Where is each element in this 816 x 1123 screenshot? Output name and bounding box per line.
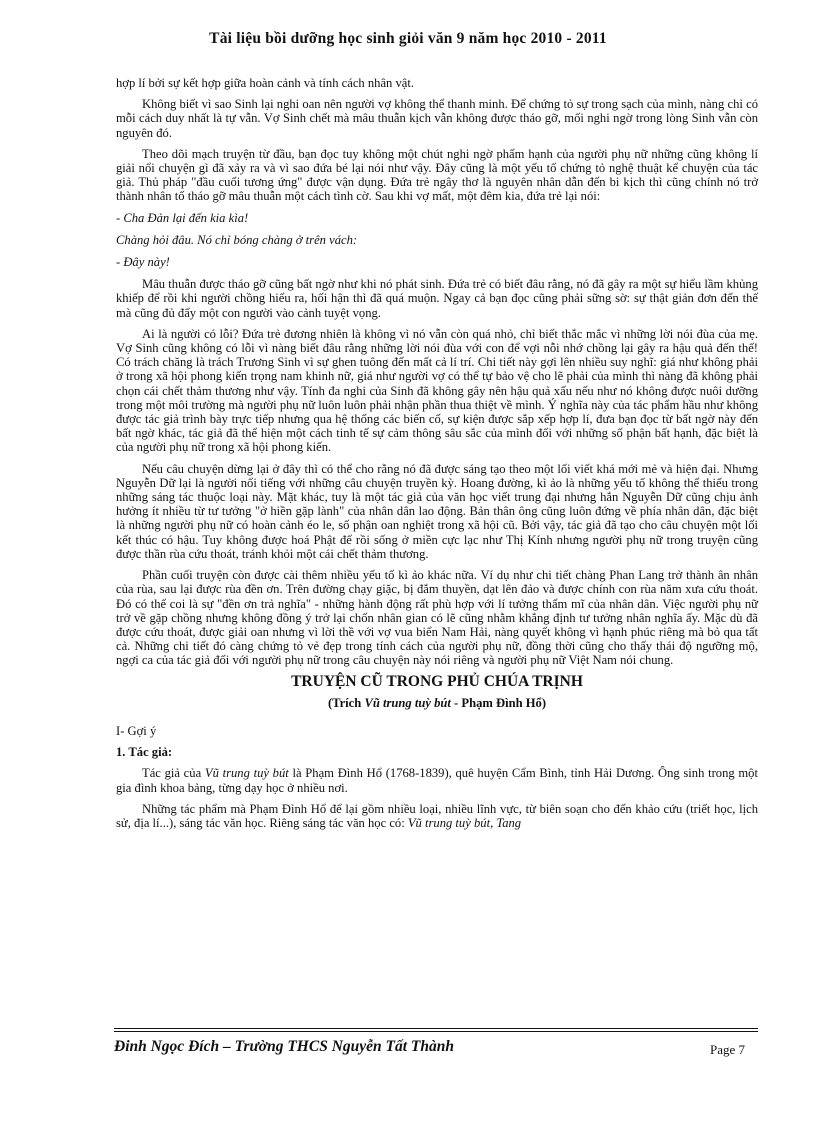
section-subtitle — [116, 696, 758, 710]
footer-author: Đinh Ngọc Đích – Trường THCS Nguyễn Tất Thành — [114, 1038, 454, 1055]
subtitle-work: Vũ trung tuỳ bút — [364, 695, 451, 710]
document-body — [116, 76, 758, 837]
paragraph: hợp lí bởi sự kết hợp giữa hoàn cảnh và tính cách nhân vật. — [116, 76, 415, 90]
part-heading: I- Gợi ý — [116, 723, 157, 738]
quote-line: - Đây này! — [116, 255, 170, 270]
subpart-heading: 1. Tác giả: — [116, 745, 173, 760]
paragraph: Ai là người có lỗi? Đứa trẻ đương nhiên là không vì nó vẫn còn quá nhỏ, chỉ biết thắc mắc vì những lời nói đùa của mẹ. Vợ Sinh cũng không có lỗi vì nàng biết đâu rằng những lời nói đùa với con để vợi nỗi nhớ chồng lại gây ra hậu quả đến thế! Có trách chăng là trách Trương Sinh vì sự ghen tuông đến mất cả lí trí. Chi tiết này gợi lên nhiều suy nghĩ: giá như không phải ở trong xã hội phong kiến trọng nam khinh nữ, giá như người vợ có thể tự bảo vệ cho lẽ phải của mình thì nàng đã không phải chọn cái chết thảm thương như vậy. Tính đa nghi của Sinh đã không gây nên hậu quả xấu nếu như nó không được nuôi dưỡng trong một môi trường mà người phụ nữ luôn luôn phải nhận phần thua thiệt về mình. Ý nghĩa này của tác phẩm hầu như không được tác giả trình bày trực tiếp nhưng qua hệ thống các biến cố, sự kiện được sắp xếp hợp lí, đưa bạn đọc từ bất ngờ này đến bất ngờ khác, tác giả đã thể hiện một cách tinh tế sự cảm thông sâu sắc của mình đối với những số phận bất hạnh, đặc biệt là của người phụ nữ trong xã hội phong kiến. — [116, 326, 758, 455]
footer-divider — [114, 1028, 758, 1032]
paragraph: Nếu câu chuyện dừng lại ở đây thì có thể cho rằng nó đã được sáng tạo theo một lối viết khá mới mẻ và hiện đại. Nhưng Nguyễn Dữ lại là người nổi tiếng với những câu chuyện truyền kỳ. Hoang đường, kì ảo là những yếu tố không thể thiếu trong những sáng tác thuộc loại này. Mặt khác, tuy là một tác giả của văn học viết trung đại nhưng hẳn Nguyễn Dữ cũng chịu ảnh hưởng ít nhiều từ tư tưởng "ở hiền gặp lành" của nhân dân lao động. Bản thân ông cũng luôn đứng về phía nhân dân, đặc biệt là những người phụ nữ có hoàn cảnh éo le, số phận oan nghiệt trong xã hội cũ. Bởi vậy, tác giả đã tạo cho câu chuyện một lối kết thúc có hậu. Tuy không được hoá Phật để rồi sống ở miền cực lạc như Thị Kính nhưng người phụ nữ trong truyện cũng được thần rùa cứu thoát, tránh khỏi một cái chết thảm thương. — [116, 461, 758, 561]
quote-line: Chàng hỏi đâu. Nó chỉ bóng chàng ở trên vách: — [116, 232, 358, 247]
paragraph — [116, 802, 758, 830]
paragraph: Phần cuối truyện còn được cài thêm nhiều yếu tố kì ảo khác nữa. Ví dụ như chi tiết chàng Phan Lang trở thành ân nhân của rùa, sau lại được rùa đền ơn. Trên đường chạy giặc, bị đắm thuyền, dạt lên đảo và được chính con rùa năm xưa cứu thoát. Đó có thể coi là sự "đền ơn trả nghĩa" - những hành động rất phù hợp với lí tưởng thẩm mĩ của nhân dân. Việc người phụ nữ trở về gặp chồng nhưng không đồng ý trở lại chốn nhân gian có lẽ cũng nhằm khẳng định tư tưởng nhân nghĩa ấy. Mặc dù đã được cứu thoát, được giải oan nhưng vì lời thề với vợ vua biển Nam Hải, nàng quyết không vì hạnh phúc riêng mà bỏ qua tất cả. Những chi tiết đó càng chứng tỏ vẻ đẹp trong tính cách của người phụ nữ, đồng thời cũng cho thấy thái độ ngưỡng mộ, ngợi ca của tác giả đối với người phụ nữ trong câu chuyện này nói riêng và người phụ nữ Việt Nam nói chung. — [116, 568, 758, 668]
page-number: Page 7 — [710, 1042, 746, 1057]
paragraph: Không biết vì sao Sinh lại nghi oan nên người vợ không thể thanh minh. Để chứng tỏ sự trong sạch của mình, nàng chỉ có mỗi cách duy nhất là tự vẫn. Vợ Sinh chết mà mâu thuẫn kịch vẫn không được tháo gỡ, mối nghi ngờ trong lòng Sinh vẫn còn nguyên đó. — [116, 97, 758, 140]
subtitle-suffix: - Phạm Đình Hổ) — [450, 695, 547, 710]
section-title: TRUYỆN CŨ TRONG PHỦ CHÚA TRỊNH — [291, 672, 583, 690]
paragraph — [116, 766, 758, 794]
paragraph: Mâu thuẫn được tháo gỡ cũng bất ngờ như khi nó phát sinh. Đứa trẻ có biết đâu rằng, nó đã gây ra một sự hiểu lầm khủng khiếp để rồi khi người chồng hiểu ra, hối hận thì đã quá muộn. Ngay cả bạn đọc cũng phải sững sờ: sự thật giản đơn đến thế mà cũng đủ đẩy một con người vào cảnh tuyệt vọng. — [116, 277, 758, 320]
text-run: Những tác phẩm mà Phạm Đình Hổ để lại gồm nhiều loại, nhiều lĩnh vực, từ biên soạn cho đến khảo cứu (triết học, lịch sử, địa lí...), sáng tác văn học. Riêng sáng tác văn học có: — [116, 801, 758, 830]
quote-line: - Cha Đản lại đến kia kìa! — [116, 210, 249, 225]
work-title: Vũ trung tuỳ bút — [204, 766, 289, 781]
page-header: Tài liệu bồi dưỡng học sinh giỏi văn 9 năm học 2010 - 2011 — [209, 30, 607, 47]
subtitle-prefix: (Trích — [327, 695, 365, 710]
text-run: là Phạm Đình Hổ (1768-1839), quê huyện Cẩm Bình, tỉnh Hải Dương. Ông sinh trong một gia đình khoa bảng, từng dạy học ở nhiều nơi. — [116, 766, 758, 795]
work-title: Vũ trung tuỳ bút, Tang — [407, 815, 522, 830]
text-run: Tác giả của — [142, 766, 205, 781]
paragraph: Theo dõi mạch truyện từ đầu, bạn đọc tuy không một chút nghi ngờ phẩm hạnh của người phụ nữ những cũng không lí giải nổi chuyện gì đã xảy ra và vì sao đứa bé lại nói như vậy. Đây cũng là một yếu tố chứng tỏ nghệ thuật kể chuyện của tác giả. Thủ pháp "đầu cuối tương ứng" được vận dụng. Đứa trẻ ngây thơ là nguyên nhân dẫn đến bi kịch thì cũng chính nó trở thành nhân tố tháo gỡ mâu thuẫn một cách tình cờ. Sau khi vợ mất, một đêm kia, đứa trẻ lại nói: — [116, 146, 758, 204]
